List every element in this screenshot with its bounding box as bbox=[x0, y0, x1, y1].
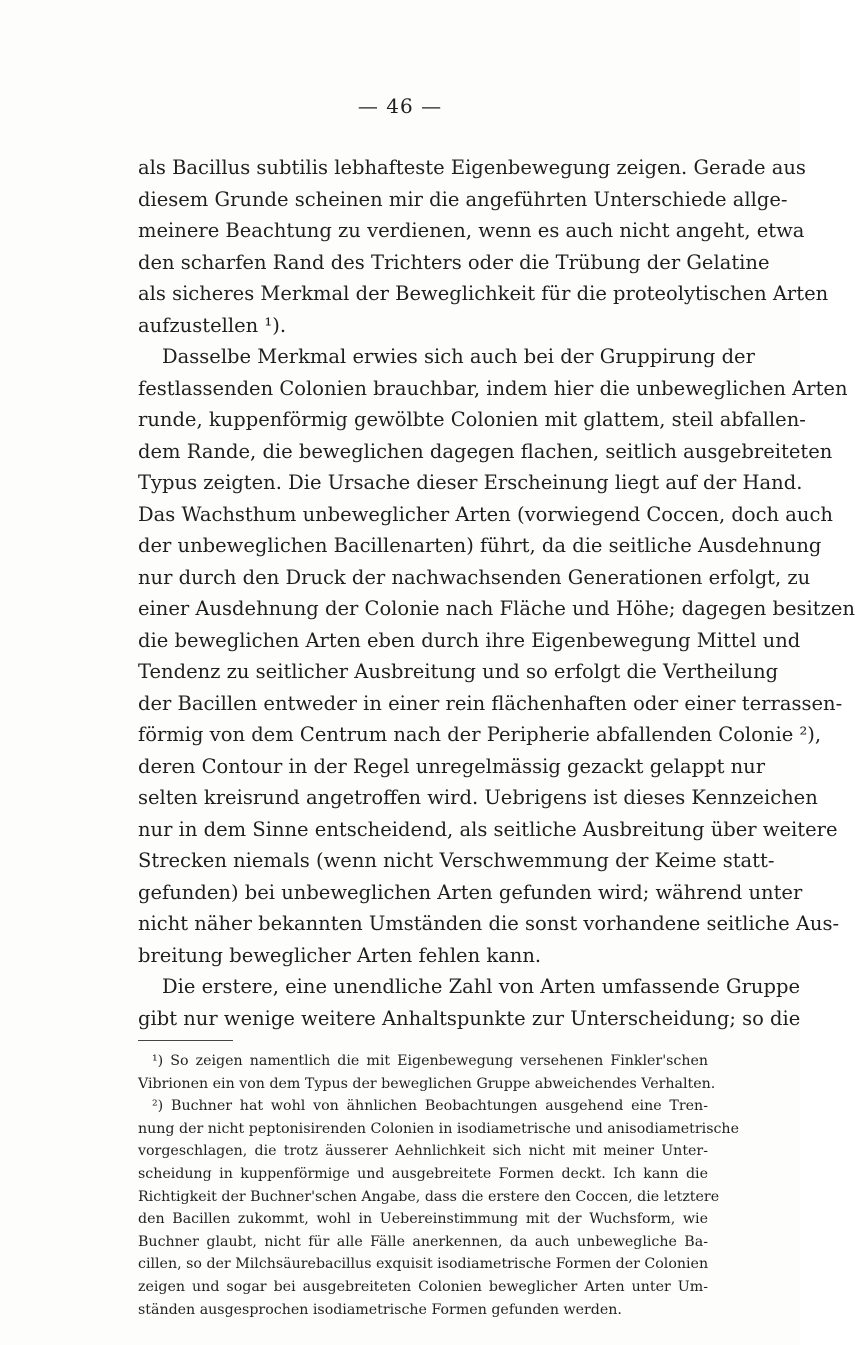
text-line: Tendenz zu seitlicher Ausbreitung und so erfolgt die Vertheilung bbox=[138, 660, 779, 683]
footnote-line: vorgeschlagen, die trotz äusserer Aehnlichkeit sich nicht mit meiner Unter- bbox=[138, 1143, 708, 1160]
footnote-line: Buchner glaubt, nicht für alle Fälle anerkennen, da auch unbewegliche Ba- bbox=[138, 1233, 708, 1250]
footnote-line: den Bacillen zukommt, wohl in Uebereinstimmung mit der Wuchsform, wie bbox=[138, 1211, 708, 1228]
text-line: selten kreisrund angetroffen wird. Uebrigens ist dieses Kennzeichen bbox=[138, 786, 818, 809]
text-line: dem Rande, die beweglichen dagegen flachen, seitlich ausgebreiteten bbox=[138, 439, 833, 463]
text-line: aufzustellen ¹). bbox=[138, 313, 287, 337]
text-line: Strecken niemals (wenn nicht Verschwemmung der Keime statt- bbox=[138, 849, 775, 872]
text-line: den scharfen Rand des Trichters oder die Trübung der Gelatine bbox=[138, 250, 770, 274]
page-number: — 46 — bbox=[357, 94, 443, 118]
footnote-line: Richtigkeit der Buchner'schen Angabe, dass die erstere den Coccen, die letztere bbox=[138, 1188, 720, 1205]
main-text bbox=[138, 152, 855, 1034]
text-line: meinere Beachtung zu verdienen, wenn es auch nicht angeht, etwa bbox=[138, 219, 805, 242]
footnote-line: zeigen und sogar bei ausgebreiteten Colonien beweglicher Arten unter Um- bbox=[138, 1278, 708, 1295]
text-line: als sicheres Merkmal der Beweglichkeit für die proteolytischen Arten bbox=[138, 282, 829, 305]
footnote-line: ständen ausgesprochen isodiametrische Formen gefunden werden. bbox=[138, 1301, 622, 1318]
text-line: die beweglichen Arten eben durch ihre Eigenbewegung Mittel und bbox=[138, 628, 801, 652]
footnote-line: ¹) So zeigen namentlich die mit Eigenbewegung versehenen Finkler'schen bbox=[152, 1053, 708, 1069]
text-line: deren Contour in der Regel unregelmässig gezackt gelappt nur bbox=[138, 754, 766, 778]
text-line: breitung beweglicher Arten fehlen kann. bbox=[138, 943, 542, 967]
text-line: als Bacillus subtilis lebhafteste Eigenbewegung zeigen. Gerade aus bbox=[138, 156, 806, 179]
footnote-line: Vibrionen ein von dem Typus der beweglichen Gruppe abweichendes Verhalten. bbox=[138, 1075, 716, 1092]
footnote-line: nung der nicht peptonisirenden Colonien in isodiametrische und anisodiametrische bbox=[138, 1120, 739, 1137]
text-line: Typus zeigten. Die Ursache dieser Erscheinung liegt auf der Hand. bbox=[138, 471, 803, 494]
footnote-divider bbox=[138, 1040, 233, 1041]
text-line: nur in dem Sinne entscheidend, als seitliche Ausbreitung über weitere bbox=[138, 817, 838, 841]
text-line: Das Wachsthum unbeweglicher Arten (vorwiegend Coccen, doch auch bbox=[138, 502, 833, 526]
text-line: gibt nur wenige weitere Anhaltspunkte zur Unterscheidung; so die bbox=[138, 1006, 801, 1030]
text-line: runde, kuppenförmig gewölbte Colonien mit glattem, steil abfallen- bbox=[138, 408, 806, 431]
text-line: nur durch den Druck der nachwachsenden Generationen erfolgt, zu bbox=[138, 565, 811, 589]
text-line: einer Ausdehnung der Colonie nach Fläche und Höhe; dagegen besitzen bbox=[138, 597, 855, 620]
text-line: diesem Grunde scheinen mir die angeführten Unterschiede allge- bbox=[138, 187, 788, 211]
text-line: der unbeweglichen Bacillenarten) führt, da die seitliche Ausdehnung bbox=[138, 534, 822, 557]
text-line: förmig von dem Centrum nach der Peripherie abfallenden Colonie ²), bbox=[138, 723, 822, 746]
footnote-line: scheidung in kuppenförmige und ausgebreitete Formen deckt. Ich kann die bbox=[138, 1165, 708, 1182]
footnotes bbox=[138, 1050, 739, 1321]
footnote-line: ²) Buchner hat wohl von ähnlichen Beobachtungen ausgehend eine Tren- bbox=[152, 1098, 708, 1115]
text-line: Dasselbe Merkmal erwies sich auch bei der Gruppirung der bbox=[162, 345, 755, 368]
text-line: festlassenden Colonien brauchbar, indem hier die unbeweglichen Arten bbox=[138, 376, 848, 400]
text-line: Die erstere, eine unendliche Zahl von Arten umfassende Gruppe bbox=[162, 975, 800, 998]
text-line: der Bacillen entweder in einer rein flächenhaften oder einer terrassen- bbox=[138, 691, 843, 715]
footnote-line: cillen, so der Milchsäurebacillus exquisit isodiametrische Formen der Colonien bbox=[138, 1256, 709, 1273]
text-line: gefunden) bei unbeweglichen Arten gefunden wird; während unter bbox=[138, 880, 803, 904]
text-line: nicht näher bekannten Umständen die sonst vorhandene seitliche Aus- bbox=[138, 912, 840, 935]
